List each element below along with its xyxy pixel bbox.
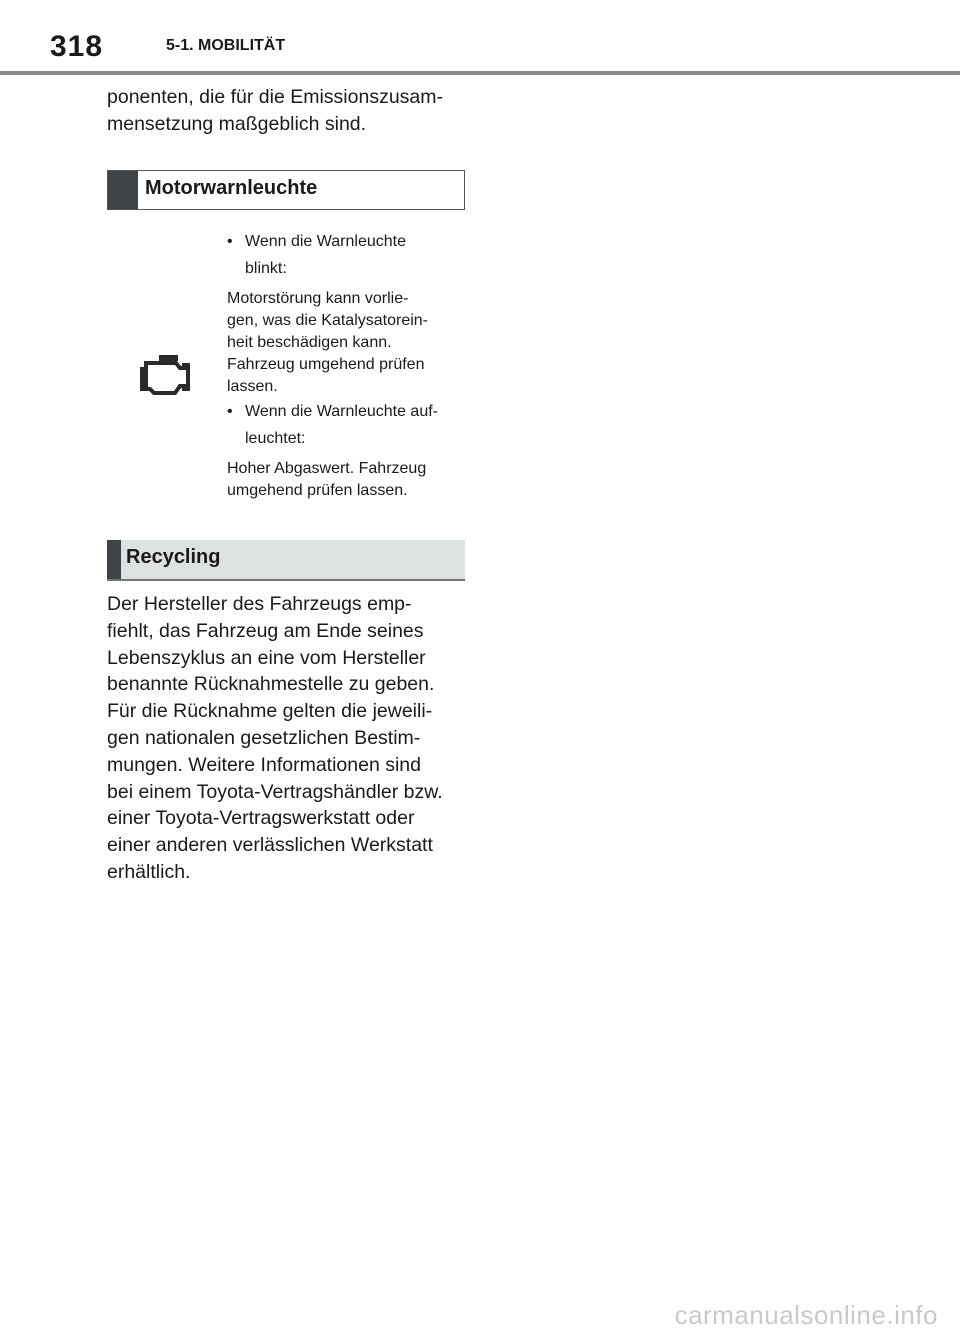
list-item xyxy=(227,228,467,282)
engine-warning-description xyxy=(227,228,467,502)
chapter-title: 5-1. MOBILITÄT xyxy=(166,37,286,54)
engine-warning-heading xyxy=(107,170,465,210)
paragraph-line: erhältlich. xyxy=(107,860,191,883)
bullet-dot: • xyxy=(227,233,233,250)
page-number: 318 xyxy=(50,30,104,63)
text-line: Hoher Abgaswert. Fahrzeug xyxy=(227,460,427,477)
text-line: heit beschädigen kann. xyxy=(227,334,392,351)
description-text xyxy=(227,288,467,398)
recycling-heading xyxy=(107,540,465,581)
heading-bar xyxy=(108,171,138,209)
paragraph-line: mungen. Weitere Informationen sind xyxy=(107,753,421,776)
paragraph-line: Für die Rücknahme gelten die jeweili- xyxy=(107,700,433,723)
paragraph-line: Der Hersteller des Fahrzeugs emp- xyxy=(107,593,412,615)
list-item xyxy=(227,398,467,452)
page-header xyxy=(0,0,960,76)
intro-paragraph xyxy=(107,84,467,138)
recycling-paragraph xyxy=(107,591,467,886)
heading-bar xyxy=(107,540,121,579)
intro-line: mensetzung maßgeblich sind. xyxy=(107,113,367,135)
bullet-line: leuchtet: xyxy=(245,430,306,447)
bullet-dot: • xyxy=(227,403,233,420)
text-line: Motorstörung kann vorlie- xyxy=(227,290,409,307)
paragraph-line: benannte Rücknahmestelle zu geben. xyxy=(107,673,435,696)
paragraph-line: einer Toyota-Vertragswerkstatt oder xyxy=(107,807,415,830)
recycling-title: Recycling xyxy=(126,546,221,568)
text-line: umgehend prüfen lassen. xyxy=(227,482,408,499)
paragraph-line: Lebenszyklus an eine vom Hersteller xyxy=(107,646,426,669)
description-text xyxy=(227,458,467,502)
paragraph-line: bei einem Toyota-Vertragshändler bzw. xyxy=(107,780,443,803)
text-line: gen, was die Katalysatorein- xyxy=(227,312,428,329)
watermark: carmanualsonline.info xyxy=(674,1300,938,1330)
text-line: Fahrzeug umgehend prüfen xyxy=(227,356,425,373)
bullet-line: Wenn die Warnleuchte auf- xyxy=(245,403,438,420)
bullet-line: blinkt: xyxy=(245,260,287,277)
engine-warning-title: Motorwarnleuchte xyxy=(145,177,318,199)
paragraph-line: gen nationalen gesetzlichen Bestim- xyxy=(107,726,421,749)
paragraph-line: fiehlt, das Fahrzeug am Ende seines xyxy=(107,619,424,642)
text-line: lassen. xyxy=(227,378,278,395)
paragraph-line: einer anderen verlässlichen Werkstatt xyxy=(107,834,433,857)
bullet-line: Wenn die Warnleuchte xyxy=(245,233,406,250)
intro-line: ponenten, die für die Emissionszusam- xyxy=(107,86,444,108)
engine-check-icon xyxy=(140,355,190,400)
header-divider xyxy=(0,71,960,75)
